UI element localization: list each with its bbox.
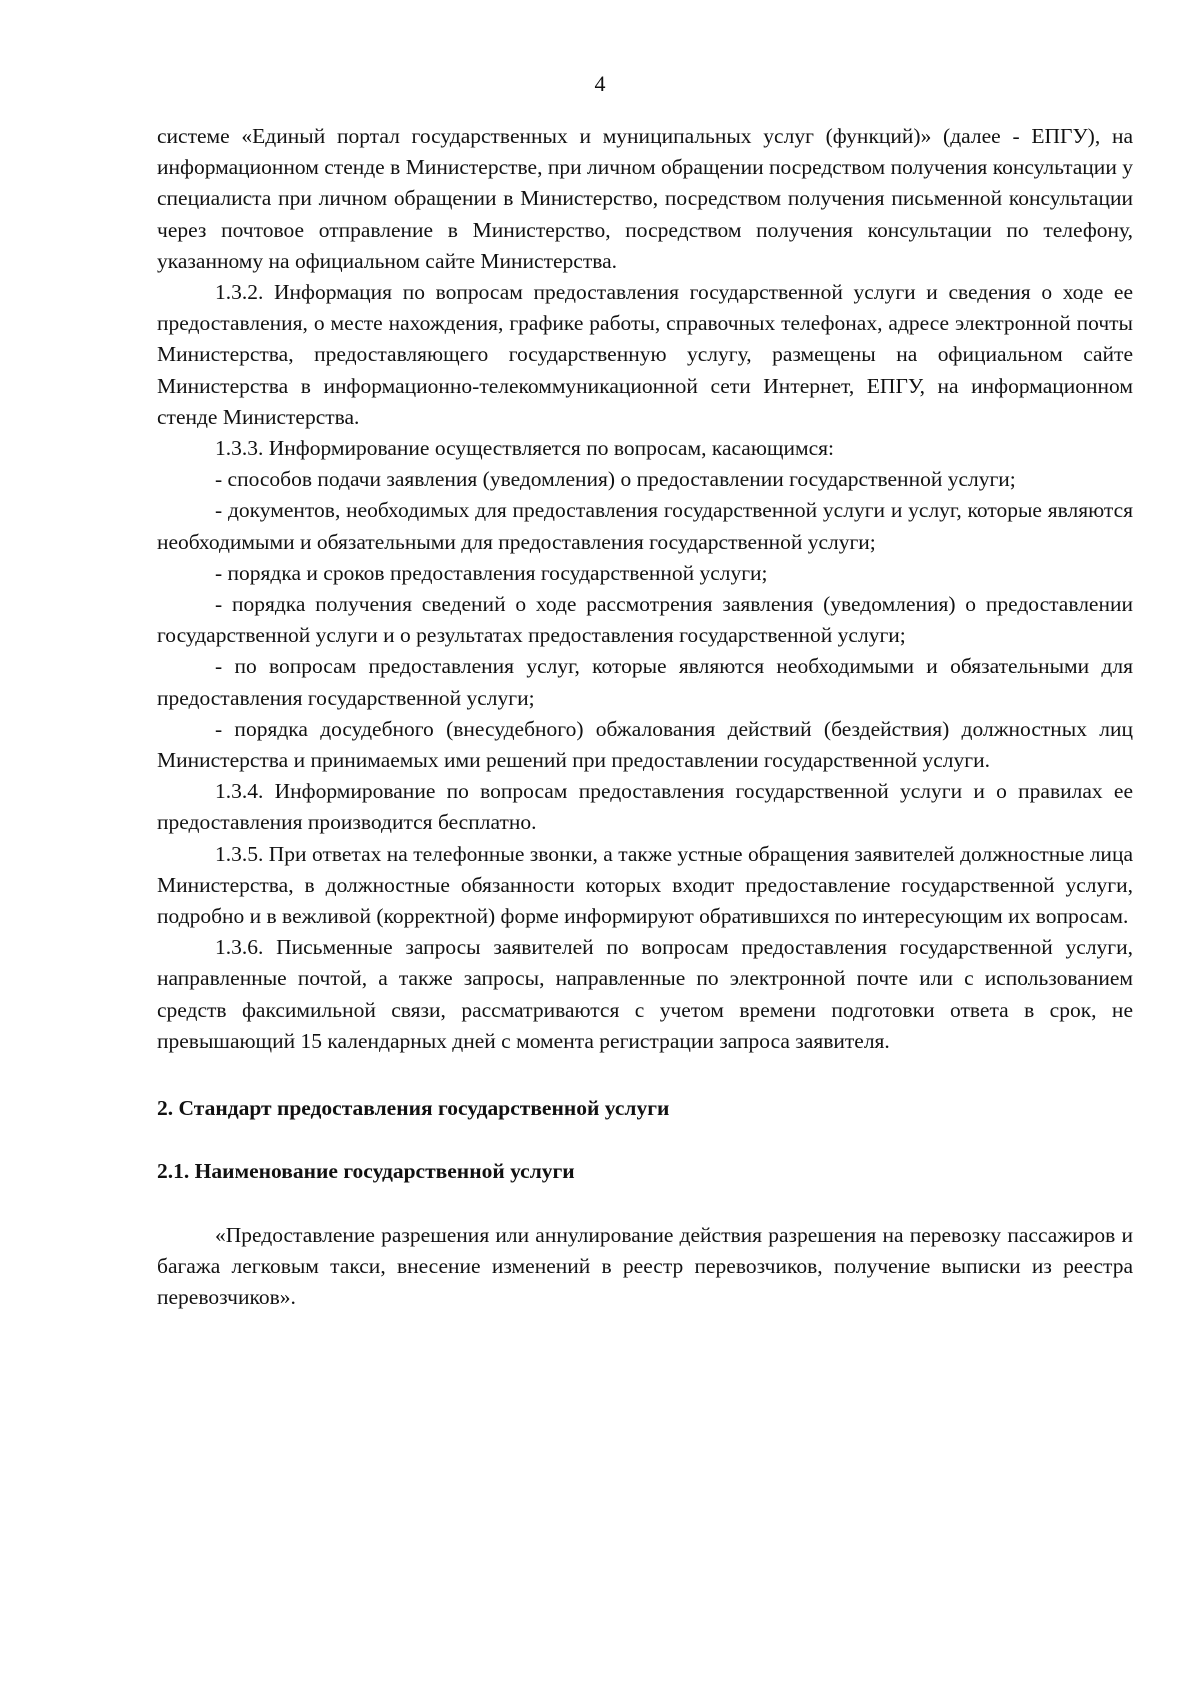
list-item-progress-info: - порядка получения сведений о ходе рассмотрения заявления (уведомления) о предоставлении государственной услуги и о результатах предоставления государственной услуги; — [157, 592, 1133, 648]
paragraph-1-3-4: 1.3.4. Информирование по вопросам предоставления государственной услуги и о правилах ее предоставления производится бесплатно. — [157, 779, 1133, 835]
subsection-heading: 2.1. Наименование государственной услуги — [157, 1159, 575, 1184]
service-name-paragraph: «Предоставление разрешения или аннулирование действия разрешения на перевозку пассажиров и багажа легковым такси, внесение изменений в реестр перевозчиков, получение выписки из реестра перевозчиков». — [157, 1222, 1133, 1309]
document-body — [157, 121, 1133, 1313]
paragraph-continuation: системе «Единый портал государственных и муниципальных услуг (функций)» (далее - ЕПГУ), на информационном стенде в Министерстве, при личном обращении посредством получения консультации у специалиста при личном обращении в Министерство, посредством получения письменной консультации через почтовое отправление в Министерство, посредством получения консультации по телефону, указанному на официальном сайте Министерства. — [157, 124, 1133, 273]
list-item-submission-methods: - способов подачи заявления (уведомления) о предоставлении государственной услуги; — [215, 467, 1016, 492]
paragraph-1-3-6: 1.3.6. Письменные запросы заявителей по вопросам предоставления государственной услуги, направленные почтой, а также запросы, направленные по электронной почте или с использованием средств факсимильной связи, рассматриваются с учетом времени подготовки ответа в срок, не превышающий 15 календарных дней с момента регистрации запроса заявителя. — [157, 935, 1133, 1053]
paragraph-1-3-5: 1.3.5. При ответах на телефонные звонки, а также устные обращения заявителей должностные лица Министерства, в должностные обязанности которых входит предоставление государственной услуги, подробно и в вежливой (корректной) форме информируют обратившихся по интересующим их вопросам. — [157, 841, 1133, 929]
list-item-order-and-terms: - порядка и сроков предоставления государственной услуги; — [215, 560, 768, 585]
section-heading: 2. Стандарт предоставления государственной услуги — [157, 1096, 670, 1121]
paragraph-1-3-3: 1.3.3. Информирование осуществляется по вопросам, касающимся: — [215, 436, 834, 461]
page-number: 4 — [594, 71, 606, 96]
list-item-documents: - документов, необходимых для предоставления государственной услуги и услуг, которые являются необходимыми и обязательными для предоставления государственной услуги; — [157, 498, 1133, 554]
list-item-required-services: - по вопросам предоставления услуг, которые являются необходимыми и обязательными для предоставления государственной услуги; — [157, 654, 1133, 710]
list-item-appeal-procedure: - порядка досудебного (внесудебного) обжалования действий (бездействия) должностных лиц Министерства и принимаемых ими решений при предоставлении государственной услуги. — [157, 716, 1133, 773]
paragraph-1-3-2: 1.3.2. Информация по вопросам предоставления государственной услуги и сведения о ходе ее предоставления, о месте нахождения, графике работы, справочных телефонах, адресе электронной почты Министерства, предоставляющего государственную услугу, размещены на официальном сайте Министерства в информационно-телекоммуникационной сети Интернет, ЕПГУ, на информационном стенде Министерства. — [157, 280, 1133, 429]
